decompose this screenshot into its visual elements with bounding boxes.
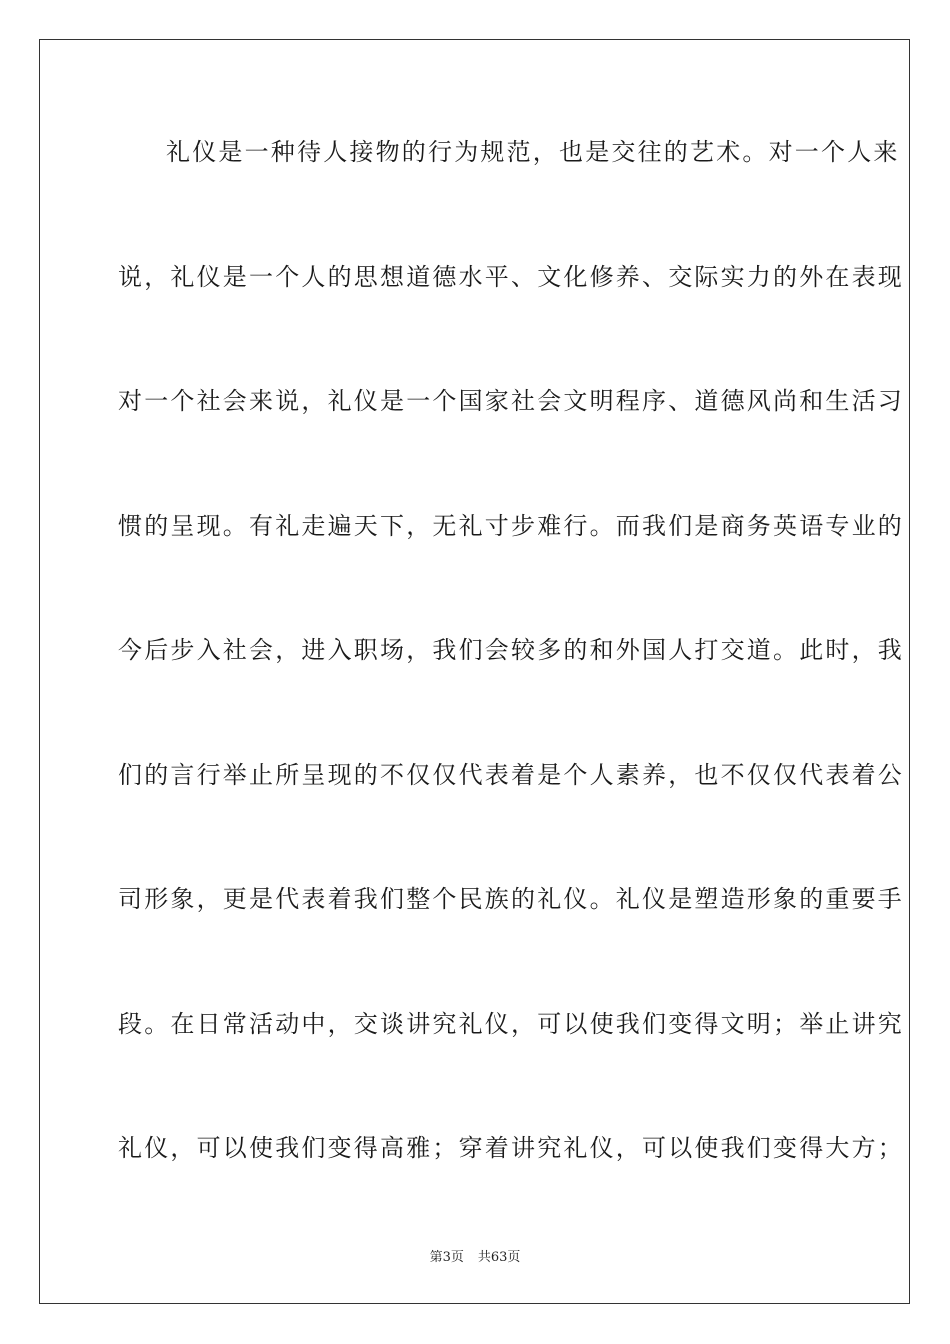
text-line: 们的言行举止所呈现的不仅仅代表着是个人素养，也不仅仅代表着公 xyxy=(118,760,904,789)
text-line: 段。在日常活动中，交谈讲究礼仪，可以使我们变得文明；举止讲究 xyxy=(118,1009,904,1038)
text-line: 司形象，更是代表着我们整个民族的礼仪。礼仪是塑造形象的重要手 xyxy=(118,885,904,913)
text-line: 惯的呈现。有礼走遍天下，无礼寸步难行。而我们是商务英语专业的 xyxy=(118,511,904,540)
page-footer xyxy=(0,1246,950,1265)
page-number: 第3页 xyxy=(429,1250,464,1265)
text-line: 礼仪，可以使我们变得高雅；穿着讲究礼仪，可以使我们变得大方； xyxy=(118,1134,904,1162)
text-line: 说，礼仪是一个人的思想道德水平、文化修养、交际实力的外在表现 xyxy=(118,262,904,291)
text-line: 今后步入社会，进入职场，我们会较多的和外国人打交道。此时，我 xyxy=(118,636,904,664)
page-total: 共63页 xyxy=(477,1250,521,1265)
body-paragraph xyxy=(118,124,904,1245)
text-line: 对一个社会来说，礼仪是一个国家社会文明程序、道德风尚和生活习 xyxy=(118,387,904,415)
text-line: 礼仪是一种待人接物的行为规范，也是交往的艺术。对一个人来 xyxy=(166,138,900,166)
